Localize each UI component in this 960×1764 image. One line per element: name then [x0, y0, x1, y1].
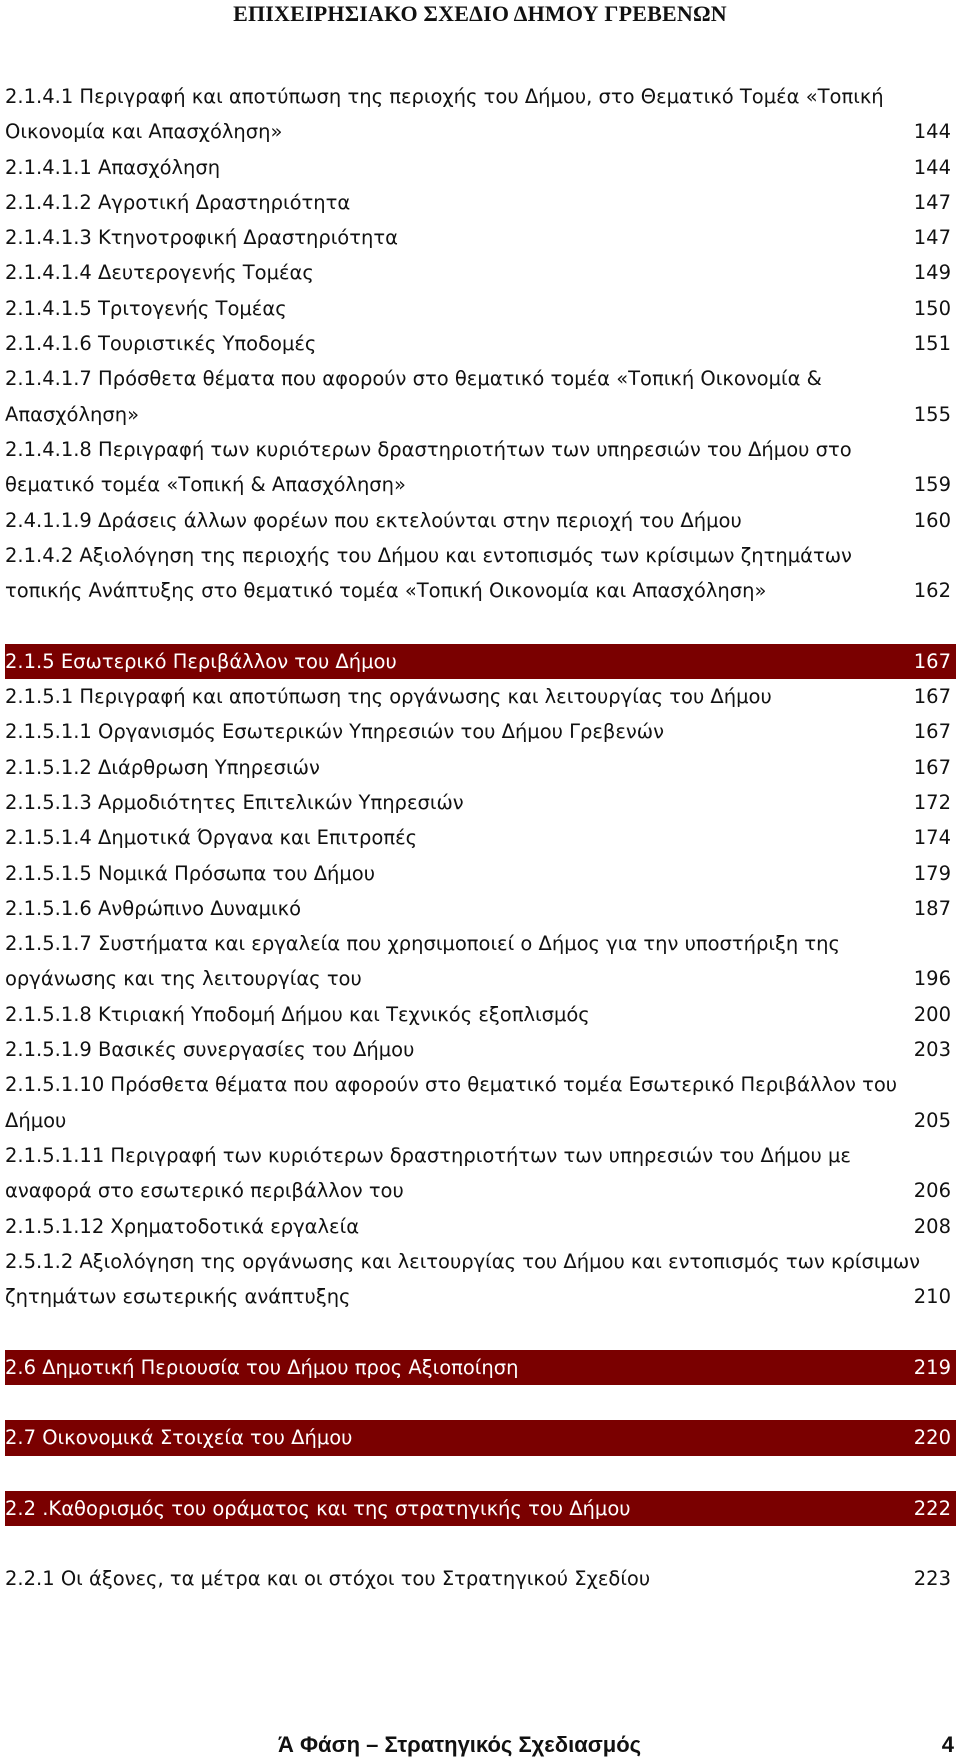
footer-title: Ά Φάση – Στρατηγικός Σχεδιασμός — [278, 1732, 642, 1757]
toc-entry[interactable] — [5, 1138, 956, 1173]
toc-entry-page: 208 — [913, 1214, 951, 1238]
toc-entry-title: 2.1.4.1 Περιγραφή και αποτύπωση της περιοχής του Δήμου, στο Θεματικό Τομέα «Τοπική — [5, 85, 884, 108]
toc-entry-page: 220 — [913, 1426, 951, 1450]
toc-section-heading[interactable] — [5, 1491, 956, 1526]
toc-entry-page: 205 — [913, 1108, 951, 1132]
toc-entry-title: 2.1.4.1.4 Δευτερογενής Τομέας — [5, 261, 314, 285]
toc-entry-page: 200 — [913, 1002, 951, 1026]
toc-entry[interactable] — [5, 1209, 956, 1244]
toc-entry-page: 174 — [913, 826, 951, 850]
toc-entry-title: 2.1.5.1.3 Αρμοδιότητες Επιτελικών Υπηρεσιών — [5, 790, 464, 814]
toc-entry-title: 2.1.4.2 Αξιολόγηση της περιοχής του Δήμου και εντοπισμός των κρίσιμων ζητημάτων — [5, 543, 852, 567]
toc-entry[interactable] — [5, 79, 956, 114]
toc-entry-title: 2.1.4.1.6 Τουριστικές Υποδομές — [5, 332, 317, 356]
page-header — [0, 1, 960, 27]
toc-entry-title: 2.1.5.1.4 Δημοτικά Όργανα και Επιτροπές — [5, 826, 418, 850]
toc-entry-title: 2.1.5.1.12 Χρηματοδοτικά εργαλεία — [5, 1214, 360, 1238]
toc-entry-page: 222 — [913, 1496, 951, 1520]
toc-section-heading[interactable] — [5, 1420, 956, 1455]
toc-entry[interactable] — [5, 538, 956, 573]
page-number: 4 — [941, 1732, 954, 1757]
toc-entry-title: 2.1.5.1.1 Οργανισμός Εσωτερικών Υπηρεσιών του Δήμου Γρεβενών — [5, 720, 665, 744]
toc-spacer — [5, 1314, 956, 1349]
toc-entry-page: 167 — [913, 755, 951, 779]
toc-entry-title: 2.2 .Καθορισμός του οράματος και της στρατηγικής του Δήμου — [5, 1496, 631, 1520]
toc-entry-title: αναφορά στο εσωτερικό περιβάλλον του — [5, 1179, 404, 1203]
toc-entry-title: 2.2.1 Οι άξονες, τα μέτρα και οι στόχοι του Στρατηγικού Σχεδίου — [5, 1567, 651, 1591]
toc-section-heading[interactable] — [5, 644, 956, 679]
toc-entry-title: 2.1.4.1.1 Απασχόληση — [5, 155, 221, 179]
toc-entry-page: 147 — [913, 190, 951, 214]
toc-entry-page: 144 — [913, 120, 951, 144]
toc-entry-page: 219 — [913, 1355, 951, 1379]
toc-entry[interactable] — [5, 1279, 956, 1314]
toc-entry[interactable] — [5, 467, 956, 502]
toc-entry[interactable] — [5, 291, 956, 326]
toc-entry-page: 160 — [913, 508, 951, 532]
toc-entry-title: 2.1.5.1.10 Πρόσθετα θέματα που αφορούν στο θεματικό τομέα Εσωτερικό Περιβάλλον του — [5, 1073, 898, 1097]
toc-entry-title: 2.1.5.1.7 Συστήματα και εργαλεία που χρησιμοποιεί ο Δήμος για την υποστήριξη της — [5, 932, 840, 956]
toc-entry[interactable] — [5, 114, 956, 149]
toc-entry-page: 151 — [913, 332, 951, 356]
toc-entry-page: 144 — [913, 155, 951, 179]
toc-entry[interactable] — [5, 573, 956, 608]
toc-entry[interactable] — [5, 150, 956, 185]
toc-entry-page: 162 — [913, 579, 951, 603]
toc-entry-title: 2.5.1.2 Αξιολόγηση της οργάνωσης και λειτουργίας του Δήμου και εντοπισμός των κρίσιμων — [5, 1249, 921, 1273]
header-title: ΕΠΙΧΕΙΡΗΣΙΑΚΟ ΣΧΕΔΙΟ ΔΗΜΟΥ ΓΡΕΒΕΝΩΝ — [233, 1, 727, 26]
toc-entry-title: 2.1.5.1.5 Νομικά Πρόσωπα του Δήμου — [5, 861, 376, 885]
toc-entry[interactable] — [5, 891, 956, 926]
toc-entry[interactable] — [5, 432, 956, 467]
toc-entry-page: 155 — [913, 402, 951, 426]
toc-entry-title: 2.1.5 Εσωτερικό Περιβάλλον του Δήμου — [5, 649, 397, 673]
toc-entry-title: Δήμου — [5, 1108, 67, 1132]
toc-entry-title: ζητημάτων εσωτερικής ανάπτυξης — [5, 1285, 351, 1309]
toc-entry-title: 2.1.5.1.9 Βασικές συνεργασίες του Δήμου — [5, 1038, 415, 1062]
toc-spacer — [5, 1456, 956, 1491]
toc-entry-title: 2.1.5.1.2 Διάρθρωση Υπηρεσιών — [5, 755, 320, 779]
toc-entry[interactable] — [5, 1032, 956, 1067]
toc-entry-title: τοπικής Ανάπτυξης στο θεματικό τομέα «Τοπική Οικονομία και Απασχόληση» — [5, 579, 767, 603]
toc-entry[interactable] — [5, 785, 956, 820]
toc-entry-title: 2.1.5.1.11 Περιγραφή των κυριότερων δραστηριοτήτων των υπηρεσιών του Δήμου με — [5, 1143, 851, 1167]
page-footer — [0, 1732, 960, 1764]
toc-entry[interactable] — [5, 326, 956, 361]
toc-entry-page: 172 — [913, 790, 951, 814]
toc-entry-title: Απασχόληση» — [5, 402, 140, 426]
toc-entry-title: 2.1.4.1.3 Κτηνοτροφική Δραστηριότητα — [5, 226, 398, 250]
table-of-contents — [5, 79, 956, 1597]
toc-entry-title: 2.7 Οικονομικά Στοιχεία του Δήμου — [5, 1426, 353, 1450]
toc-entry-title: Οικονομία και Απασχόληση» — [5, 120, 283, 144]
toc-entry[interactable] — [5, 1561, 956, 1596]
toc-entry-title: 2.1.4.1.5 Τριτογενής Τομέας — [5, 296, 287, 320]
toc-entry-page: 187 — [913, 896, 951, 920]
toc-entry[interactable] — [5, 679, 956, 714]
toc-entry-page: 179 — [913, 861, 951, 885]
toc-entry-title: 2.6 Δημοτική Περιουσία του Δήμου προς Αξιοποίηση — [5, 1355, 519, 1379]
toc-entry[interactable] — [5, 185, 956, 220]
toc-entry[interactable] — [5, 220, 956, 255]
toc-entry-page: 147 — [913, 226, 951, 250]
toc-entry-page: 167 — [913, 685, 951, 709]
toc-entry-title: οργάνωσης και της λειτουργίας του — [5, 967, 362, 991]
toc-entry[interactable] — [5, 856, 956, 891]
toc-entry-title: 2.1.4.1.7 Πρόσθετα θέματα που αφορούν στο θεματικό τομέα «Τοπική Οικονομία & — [5, 367, 822, 391]
toc-entry-title: 2.1.4.1.2 Αγροτική Δραστηριότητα — [5, 190, 351, 214]
toc-entry-page: 210 — [913, 1285, 951, 1309]
toc-entry[interactable] — [5, 1067, 956, 1102]
toc-entry[interactable] — [5, 997, 956, 1032]
toc-entry-page: 206 — [913, 1179, 951, 1203]
toc-entry-title: 2.1.5.1.6 Ανθρώπινο Δυναμικό — [5, 896, 302, 920]
toc-section-heading[interactable] — [5, 1350, 956, 1385]
toc-entry-title: 2.4.1.1.9 Δράσεις άλλων φορέων που εκτελούνται στην περιοχή του Δήμου — [5, 508, 742, 532]
toc-entry-page: 159 — [913, 473, 951, 497]
toc-entry[interactable] — [5, 926, 956, 961]
toc-spacer — [5, 608, 956, 643]
toc-entry[interactable] — [5, 961, 956, 996]
toc-spacer — [5, 1385, 956, 1420]
toc-entry-page: 223 — [913, 1567, 951, 1591]
toc-entry-title: 2.1.5.1 Περιγραφή και αποτύπωση της οργάνωσης και λειτουργίας του Δήμου — [5, 685, 772, 709]
toc-entry-page: 196 — [913, 967, 951, 991]
toc-entry[interactable] — [5, 1173, 956, 1208]
toc-entry[interactable] — [5, 1103, 956, 1138]
toc-entry[interactable] — [5, 503, 956, 538]
toc-entry-page: 167 — [913, 649, 951, 673]
toc-entry-page: 203 — [913, 1038, 951, 1062]
toc-entry-title: 2.1.4.1.8 Περιγραφή των κυριότερων δραστηριοτήτων των υπηρεσιών του Δήμου στο — [5, 437, 852, 461]
toc-entry[interactable] — [5, 820, 956, 855]
toc-entry[interactable] — [5, 361, 956, 396]
toc-entry[interactable] — [5, 255, 956, 290]
toc-entry-page: 149 — [913, 261, 951, 285]
toc-entry[interactable] — [5, 397, 956, 432]
toc-entry-title: θεματικό τομέα «Τοπική & Απασχόληση» — [5, 473, 406, 497]
toc-entry[interactable] — [5, 1244, 956, 1279]
toc-entry[interactable] — [5, 714, 956, 749]
toc-spacer — [5, 1526, 956, 1561]
toc-entry-title: 2.1.5.1.8 Κτιριακή Υποδομή Δήμου και Τεχνικός εξοπλισμός — [5, 1002, 590, 1026]
toc-entry[interactable] — [5, 750, 956, 785]
toc-entry-page: 150 — [913, 296, 951, 320]
toc-entry-page: 167 — [913, 720, 951, 744]
